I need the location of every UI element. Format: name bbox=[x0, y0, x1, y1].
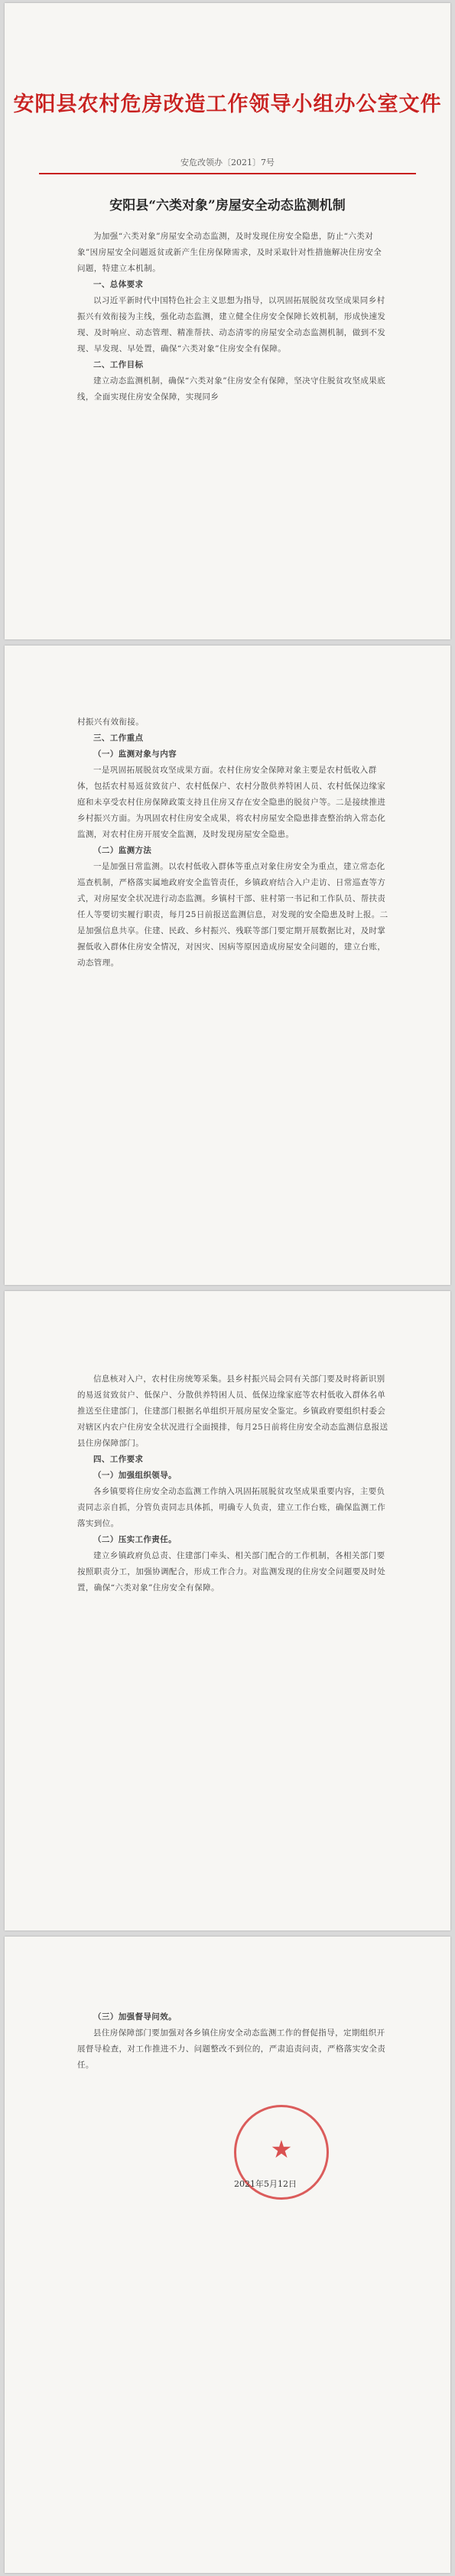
issue-date: 2021年5月12日 bbox=[234, 2179, 297, 2189]
section-heading: 三、工作重点 bbox=[93, 733, 144, 743]
page3-body bbox=[77, 1371, 389, 1596]
page1-body bbox=[77, 229, 389, 405]
document-page-4 bbox=[5, 1937, 450, 2573]
paragraph: 一是加强日常监测。以农村低收入群体等重点对象住房安全为重点，建立常态化巡查机制，严格落实属地政府安全监管责任，乡镇政府结合入户走访、日常巡查等方式，对房屋安全状况进行动态监测。乡镇村干部、驻村第一书记和工作队员、帮扶责任人等要切实履行职责，每月25日前报送监测信息，对发现的安全隐患及时上报。二是加强信息共享。住建、民政、乡村振兴、残联等部门要定期开展数据比对，及时掌握低收入群体住房安全情况，对因灾、因病等原因造成房屋安全问题的，建立台账，动态管理。 bbox=[77, 862, 388, 968]
subsection-heading: （一）监测对象与内容 bbox=[93, 750, 177, 759]
document-page-2 bbox=[5, 646, 450, 1285]
paragraph: 建立乡镇政府负总责、住建部门牵头、相关部门配合的工作机制，各相关部门要按照职责分工，加强协调配合，形成工作合力。对监测发现的住房安全问题要及时处置，确保“六类对象”住房安全有保障。 bbox=[77, 1551, 386, 1592]
paragraph: 村振兴有效衔接。 bbox=[77, 717, 145, 727]
page2-body bbox=[77, 714, 389, 971]
document-number: 安危改领办〔2021〕7号 bbox=[180, 158, 275, 168]
subsection-heading: （一）加强组织领导。 bbox=[93, 1471, 177, 1480]
section-heading: 一、总体要求 bbox=[93, 280, 144, 289]
subsection-heading: （二）压实工作责任。 bbox=[93, 1535, 177, 1544]
section-heading: 四、工作要求 bbox=[93, 1455, 144, 1464]
intro-paragraph: 为加强“六类对象”房屋安全动态监测，及时发现住房安全隐患，防止“六类对象”因房屋安全问题返贫或新产生住房保障需求，及时采取针对性措施解决住房安全问题，特建立本机制。 bbox=[77, 232, 382, 273]
red-separator-rule bbox=[39, 173, 416, 174]
paragraph: 各乡镇要将住房安全动态监测工作纳入巩固拓展脱贫攻坚成果重要内容，主要负责同志亲自抓，分管负责同志具体抓，明确专人负责，建立工作台账，确保监测工作落实到位。 bbox=[77, 1487, 386, 1528]
section-heading: 二、工作目标 bbox=[93, 360, 144, 369]
paragraph: 以习近平新时代中国特色社会主义思想为指导，以巩固拓展脱贫攻坚成果同乡村振兴有效衔接为主线，强化动态监测，建立健全住房安全保障长效机制，形成快速发现、及时响应、动态管理、精准帮扶、动态清零的房屋安全动态监测机制，做到不发现、早发现、早处置，确保“六类对象”住房安全有保障。 bbox=[77, 296, 386, 353]
subsection-heading: （二）监测方法 bbox=[93, 846, 152, 855]
paragraph: 信息核对入户，农村住房统筹采集。县乡村振兴局会同有关部门要及时将新识别的易返贫致贫户、低保户、分散供养特困人员、低保边缘家庭等农村低收入群体名单推送至住建部门，住建部门根据名单组织开展房屋安全鉴定。乡镇政府要组织村委会对辖区内农户住房安全状况进行全面摸排，每月25日前将住房安全动态监测信息报送县住房保障部门。 bbox=[77, 1374, 388, 1448]
document-title: 安阳县“六类对象”房屋安全动态监测机制 bbox=[109, 198, 346, 213]
star-icon: ★ bbox=[270, 2135, 293, 2164]
document-page-1 bbox=[5, 3, 450, 639]
document-page-3 bbox=[5, 1291, 450, 1930]
issuing-office-title: 安阳县农村危房改造工作领导小组办公室文件 bbox=[13, 93, 442, 116]
page4-body bbox=[77, 2009, 389, 2073]
paragraph: 建立动态监测机制，确保“六类对象”住房安全有保障，坚决守住脱贫攻坚成果底线，全面实现住房安全保障，实现同乡 bbox=[77, 376, 386, 402]
paragraph: 一是巩固拓展脱贫攻坚成果方面。农村住房安全保障对象主要是农村低收入群体，包括农村易返贫致贫户、农村低保户、农村分散供养特困人员、农村低保边缘家庭和未享受农村住房保障政策支持且住房又存在安全隐患的脱贫户等。二是接续推进乡村振兴方面。为巩固农村住房安全成果，将农村房屋安全隐患排查整治纳入常态化监测，对农村住房开展安全监测，及时发现房屋安全隐患。 bbox=[77, 766, 386, 839]
subsection-heading: （三）加强督导问效。 bbox=[93, 2012, 177, 2021]
paragraph: 县住房保障部门要加强对各乡镇住房安全动态监测工作的督促指导，定期组织开展督导检查，对工作推进不力、问题整改不到位的，严肃追责问责，严格落实安全责任。 bbox=[77, 2028, 386, 2070]
